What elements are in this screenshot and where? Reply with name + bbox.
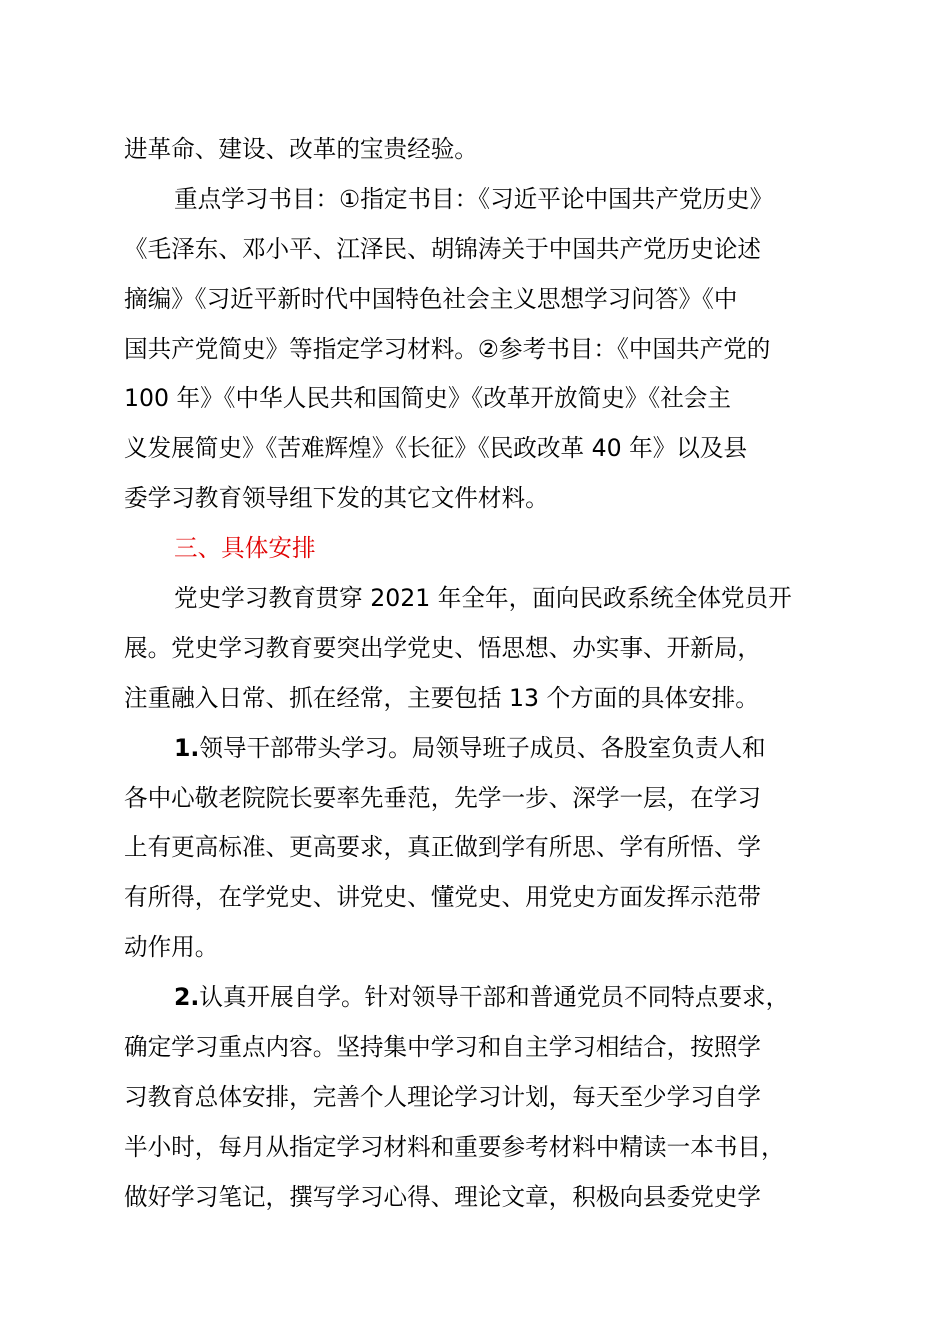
text-line: 习教育总体安排，完善个人理论学习计划，每天至少学习自学 [124,1082,762,1111]
text-line: 国共产党简史》等指定学习材料。②参考书目：《中国共产党的 [124,334,771,363]
text-line: 重点学习书目：①指定书目：《习近平论中国共产党历史》 [174,184,774,213]
text-line: 党史学习教育贯穿 2021 年全年，面向民政系统全体党员开 [174,584,792,613]
text-line: 确定学习重点内容。坚持集中学习和自主学习相结合，按照学 [124,1033,762,1062]
text-line: 各中心敬老院院长要率先垂范，先学一步、深学一层，在学习 [124,783,762,812]
list-number: 2. [174,983,200,1012]
text-line: 进革命、建设、改革的宝贵经验。 [124,135,478,163]
text-line: 认真开展自学。针对领导干部和普通党员不同特点要求， [199,983,790,1012]
text-line: 上有更高标准、更高要求，真正做到学有所思、学有所悟、学 [124,833,762,862]
text-line: 《毛泽东、邓小平、江泽民、胡锦涛关于中国共产党历史论述 [124,234,762,263]
text-line: 领导干部带头学习。局领导班子成员、各股室负责人和 [199,733,766,762]
text-line: 动作用。 [124,933,219,962]
text-line: 做好学习笔记，撰写学习心得、理论文章，积极向县委党史学 [124,1182,762,1211]
text-line: 委学习教育领导组下发的其它文件材料。 [124,484,549,513]
text-line: 半小时，每月从指定学习材料和重要参考材料中精读一本书目， [124,1132,785,1161]
section-heading: 三、具体安排 [174,534,316,563]
text-line: 有所得，在学党史、讲党史、懂党史、用党史方面发挥示范带 [124,883,762,912]
text-line: 100 年》《中华人民共和国简史》《改革开放简史》《社会主 [124,384,731,413]
text-line: 注重融入日常、抓在经常，主要包括 13 个方面的具体安排。 [124,683,759,712]
list-item-2-first-line [124,973,839,1023]
list-number: 1. [174,733,200,762]
list-item-1-first-line [124,724,839,774]
body-text [124,125,839,1223]
text-line: 摘编》《习近平新时代中国特色社会主义思想学习问答》《中 [124,284,738,313]
text-line: 展。党史学习教育要突出学党史、悟思想、办实事、开新局， [124,633,762,662]
text-line: 义发展简史》《苦难辉煌》《长征》《民政改革 40 年》以及县 [124,434,748,463]
